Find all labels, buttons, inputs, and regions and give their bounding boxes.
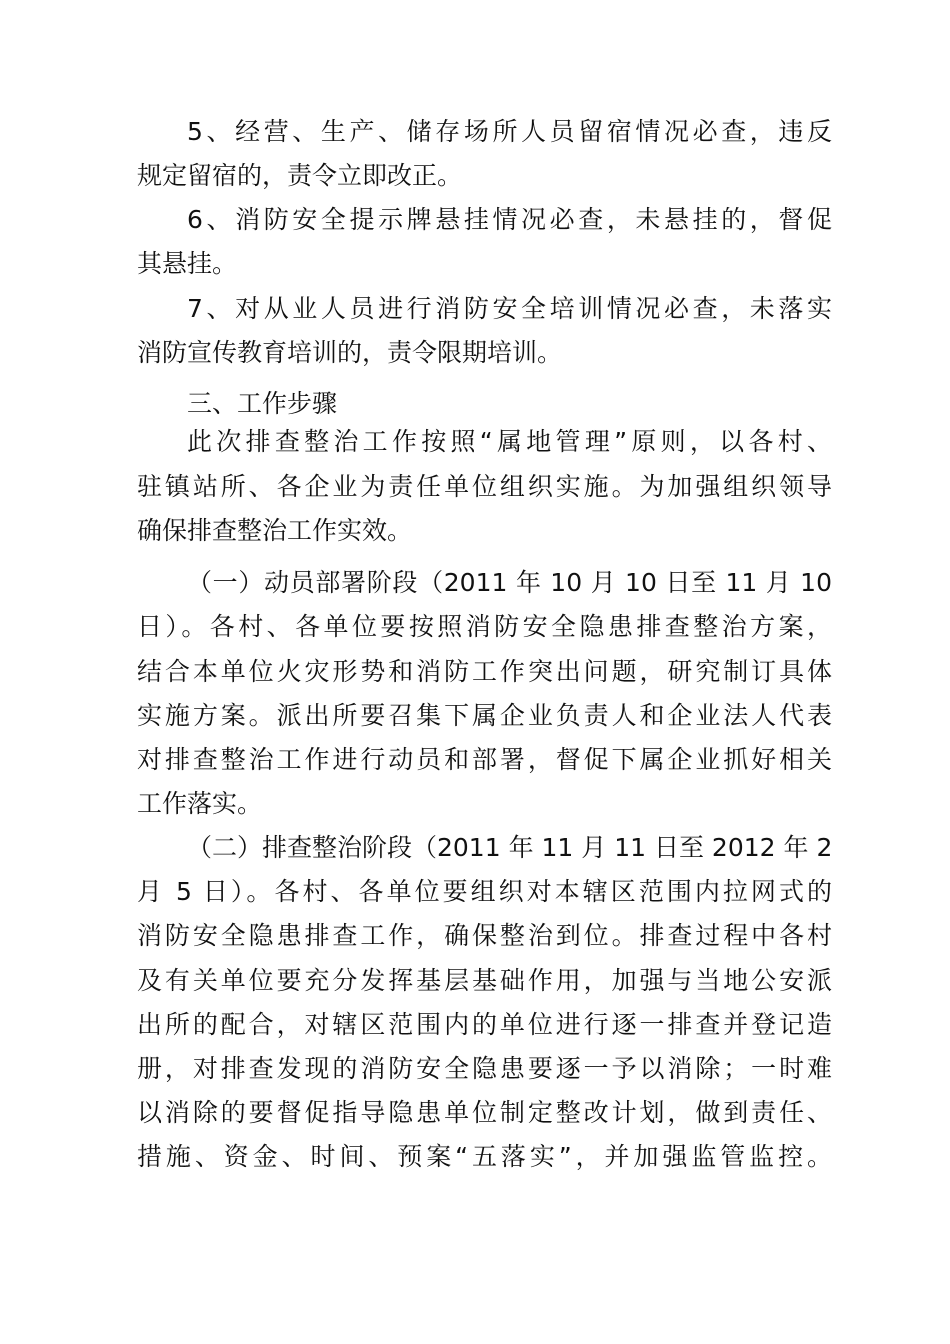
text-line: 对排查整治工作进行动员和部署，督促下属企业抓好相关 — [137, 745, 832, 774]
text-line: 其悬挂。 — [137, 249, 238, 278]
text-line: 驻镇站所、各企业为责任单位组织实施。为加强组织领导 — [137, 472, 832, 501]
text-line: 措施、资金、时间、预案“五落实”，并加强监管监控。 — [137, 1142, 832, 1171]
text-line: 7、对从业人员进行消防安全培训情况必查，未落实 — [187, 294, 832, 323]
text-line: 6、消防安全提示牌悬挂情况必查，未悬挂的，督促 — [187, 205, 832, 234]
text-line: 册，对排查发现的消防安全隐患要逐一予以消除；一时难 — [137, 1054, 832, 1083]
text-line: 规定留宿的，责令立即改正。 — [137, 161, 463, 190]
text-line: 月 5 日）。各村、各单位要组织对本辖区范围内拉网式的 — [137, 877, 832, 906]
text-line: （二）排查整治阶段（2011 年 11 月 11 日至 2012 年 2 — [187, 833, 833, 862]
text-line: 及有关单位要充分发挥基层基础作用，加强与当地公安派 — [137, 966, 832, 995]
text-line: 5、经营、生产、储存场所人员留宿情况必查，违反 — [187, 117, 832, 146]
text-line: （一）动员部署阶段（2011 年 10 月 10 日至 11 月 10 — [187, 568, 832, 597]
text-line: 消防宣传教育培训的，责令限期培训。 — [137, 338, 563, 367]
text-line: 此次排查整治工作按照“属地管理”原则，以各村、 — [187, 427, 832, 456]
text-line: 确保排查整治工作实效。 — [137, 516, 413, 545]
section-heading: 三、工作步骤 — [187, 389, 338, 418]
text-line: 工作落实。 — [137, 789, 263, 818]
text-line: 以消除的要督促指导隐患单位制定整改计划，做到责任、 — [137, 1098, 832, 1127]
text-line: 消防安全隐患排查工作，确保整治到位。排查过程中各村 — [137, 921, 832, 950]
text-line: 结合本单位火灾形势和消防工作突出问题，研究制订具体 — [137, 657, 832, 686]
text-line: 出所的配合，对辖区范围内的单位进行逐一排查并登记造 — [137, 1010, 832, 1039]
text-line: 实施方案。派出所要召集下属企业负责人和企业法人代表 — [137, 701, 832, 730]
text-line: 日）。各村、各单位要按照消防安全隐患排查整治方案， — [137, 612, 832, 641]
